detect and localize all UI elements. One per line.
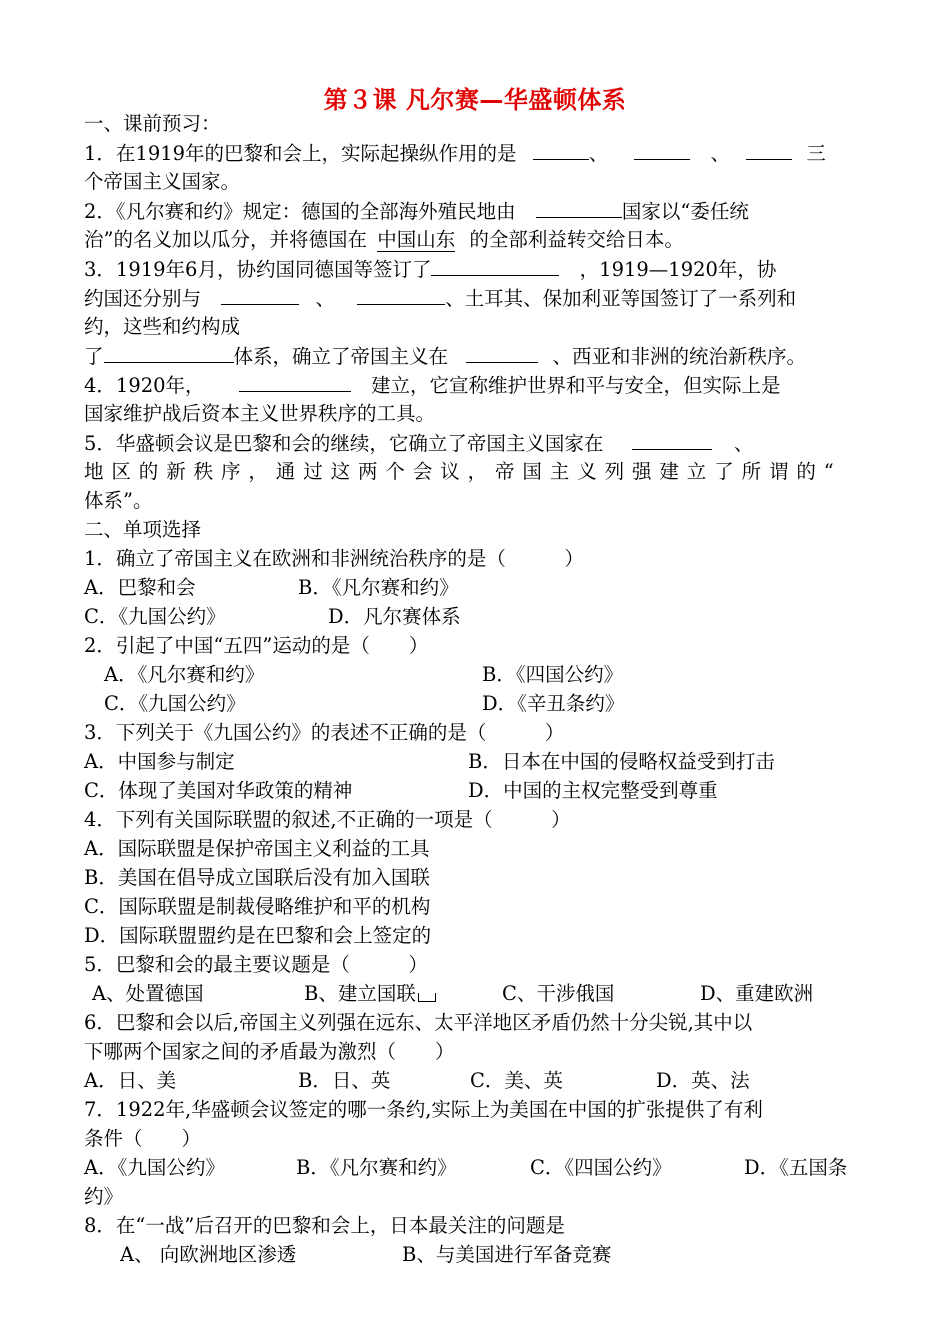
option-2-5-b[interactable]: B、建立国联 — [304, 980, 436, 1008]
question2-2: 2．引起了中国“五四”运动的是（ ） — [84, 634, 429, 657]
option-2-7-a[interactable]: A．《九国公约》 — [84, 1156, 225, 1179]
blank[interactable] — [634, 139, 690, 160]
question2-5: 5．巴黎和会的最主要议题是（ ） — [84, 953, 428, 976]
option-2-8-b[interactable]: B、与美国进行军备竞赛 — [402, 1243, 612, 1266]
section1-heading: 一、课前预习： — [84, 112, 221, 135]
section2-heading: 二、单项选择 — [84, 518, 202, 541]
option-2-5-c[interactable]: C、干涉俄国 — [502, 982, 615, 1005]
option-2-1-a[interactable]: A．巴黎和会 — [84, 576, 196, 599]
option-2-2-b[interactable]: B．《四国公约》 — [482, 663, 624, 686]
option-2-3-b[interactable]: B．日本在中国的侵略权益受到打击 — [468, 750, 775, 773]
option-2-2-a[interactable]: A．《凡尔赛和约》 — [104, 663, 265, 686]
option-2-7-d[interactable]: D．《五国条 — [744, 1156, 848, 1179]
question1-3-line4: 了 体系，确立了帝国主义在 、西亚和非洲的统治新秩序。 — [84, 342, 806, 371]
blank[interactable] — [536, 197, 622, 218]
option-2-7-d-continued: 约》 — [84, 1185, 124, 1208]
option-2-4-a[interactable]: A．国际联盟是保护帝国主义利益的工具 — [84, 837, 430, 860]
question1-5-line2 — [84, 458, 864, 486]
bracket-mark — [418, 993, 436, 1002]
option-2-6-a[interactable]: A．日、美 — [84, 1069, 177, 1092]
option-2-7-c[interactable]: C．《四国公约》 — [530, 1156, 672, 1179]
option-2-4-b[interactable]: B．美国在倡导成立国联后没有加入国联 — [84, 866, 430, 889]
question1-1-line1: 1．在1919年的巴黎和会上，实际起操纵作用的是 、 、 三 — [84, 139, 826, 168]
blank[interactable] — [239, 371, 351, 392]
option-2-8-a[interactable]: A、 向欧洲地区渗透 — [120, 1243, 297, 1266]
question1-5-line3: 体系”。 — [84, 489, 153, 512]
option-2-1-d[interactable]: D．凡尔赛体系 — [328, 605, 461, 628]
blank[interactable] — [632, 429, 712, 450]
option-2-1-c[interactable]: C．《九国公约》 — [84, 605, 226, 628]
question1-3-line2: 约国还分别与 、 、土耳其、保加利亚等国签订了一系列和 — [84, 284, 796, 313]
question2-6-line2: 下哪两个国家之间的矛盾最为激烈（ ） — [84, 1040, 455, 1063]
question1-2-line2: 治”的名义加以瓜分，并将德国在 中国山东 的全部利益转交给日本。 — [84, 228, 684, 251]
question1-3-line1: 3．1919年6月，协约国同德国等签订了 ，1919—1920年，协 — [84, 255, 776, 284]
justified-text: 地区的新秩序，通过这两个会议，帝国主义列强建立了所谓的“ — [84, 460, 842, 483]
option-2-6-d[interactable]: D．英、法 — [656, 1069, 750, 1092]
question2-4: 4．下列有关国际联盟的叙述,不正确的一项是（ ） — [84, 808, 571, 831]
option-2-5-d[interactable]: D、重建欧洲 — [700, 982, 814, 1005]
option-2-4-c[interactable]: C．国际联盟是制裁侵略维护和平的机构 — [84, 895, 431, 918]
answer-zhongguo-shandong: 中国山东 — [377, 228, 456, 251]
option-2-6-c[interactable]: C．美、英 — [470, 1069, 563, 1092]
question1-4-line1: 4．1920年， 建立，它宣称维护世界和平与安全，但实际上是 — [84, 371, 780, 400]
option-2-1-b[interactable]: B．《凡尔赛和约》 — [298, 576, 459, 599]
option-2-2-d[interactable]: D．《辛丑条约》 — [482, 692, 625, 715]
question1-5-line1: 5．华盛顿会议是巴黎和会的继续，它确立了帝国主义国家在 、 — [84, 429, 753, 458]
option-2-3-c[interactable]: C．体现了美国对华政策的精神 — [84, 779, 353, 802]
question1-2-line1: 2．《凡尔赛和约》规定：德国的全部海外殖民地由 国家以“委任统 — [84, 197, 749, 226]
question2-8: 8．在“一战”后召开的巴黎和会上，日本最关注的问题是 — [84, 1214, 565, 1237]
option-2-6-b[interactable]: B．日、英 — [298, 1069, 391, 1092]
blank[interactable] — [104, 342, 234, 363]
page-title: 第３课 凡尔赛—华盛顿体系 — [323, 86, 627, 114]
question1-4-line2: 国家维护战后资本主义世界秩序的工具。 — [84, 402, 436, 425]
question2-6-line1: 6．巴黎和会以后,帝国主义列强在远东、太平洋地区矛盾仍然十分尖锐,其中以 — [84, 1011, 753, 1034]
blank[interactable] — [466, 342, 538, 363]
question1-3-line3: 约，这些和约构成 — [84, 315, 241, 338]
option-2-3-a[interactable]: A．中国参与制定 — [84, 750, 235, 773]
option-2-5-a[interactable]: A、处置德国 — [92, 982, 204, 1005]
question1-1-line2: 个帝国主义国家。 — [84, 170, 241, 193]
blank[interactable] — [357, 284, 445, 305]
option-2-7-b[interactable]: B．《凡尔赛和约》 — [296, 1156, 457, 1179]
option-2-4-d[interactable]: D．国际联盟盟约是在巴黎和会上签定的 — [84, 924, 432, 947]
blank[interactable] — [221, 284, 299, 305]
question2-7-line2: 条件（ ） — [84, 1127, 202, 1150]
option-2-2-c[interactable]: C．《九国公约》 — [104, 692, 246, 715]
question2-1: 1．确立了帝国主义在欧洲和非洲统治秩序的是（ ） — [84, 547, 584, 570]
blank[interactable] — [431, 255, 559, 276]
question2-3: 3．下列关于《九国公约》的表述不正确的是（ ） — [84, 721, 565, 744]
blank[interactable] — [533, 139, 589, 160]
question2-7-line1: 7．1922年,华盛顿会议签定的哪一条约,实际上为美国在中国的扩张提供了有利 — [84, 1098, 763, 1121]
option-2-3-d[interactable]: D．中国的主权完整受到尊重 — [468, 779, 718, 802]
blank[interactable] — [746, 139, 792, 160]
